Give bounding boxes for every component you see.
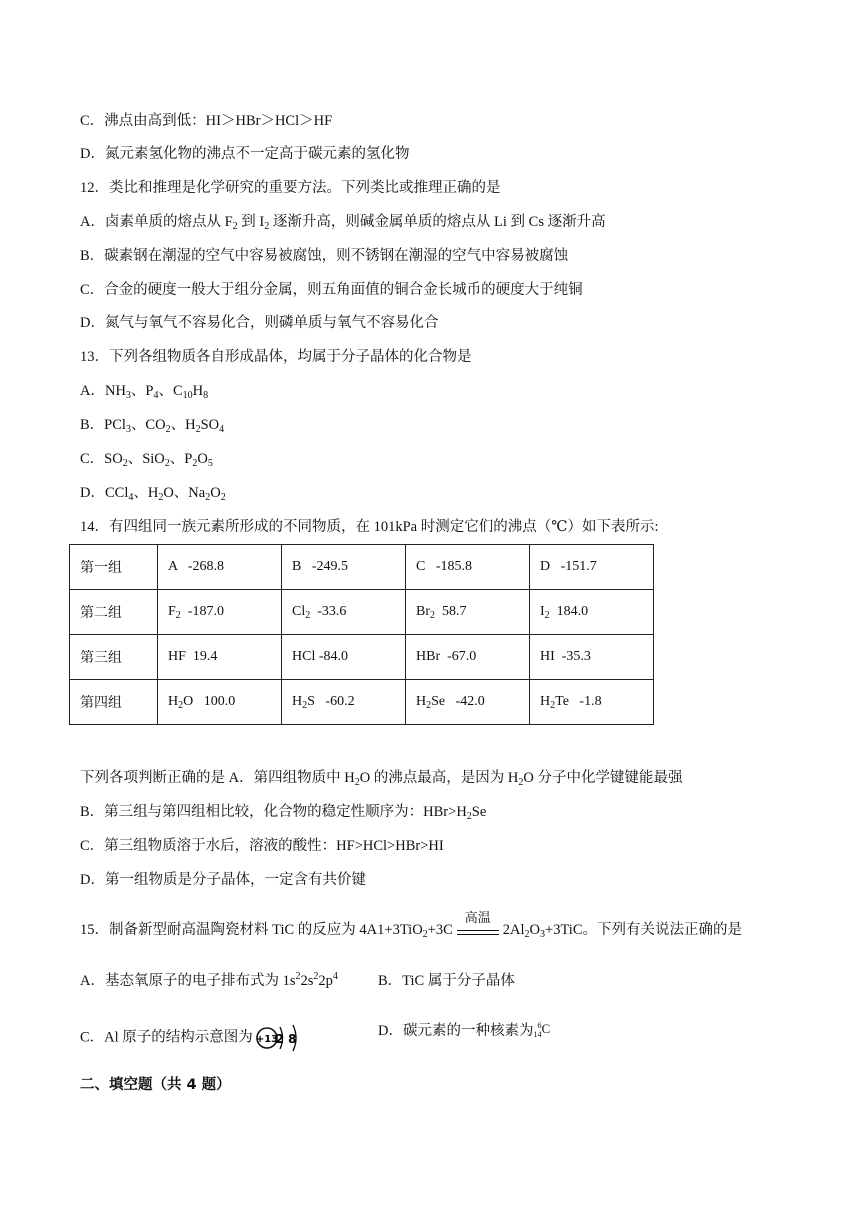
q13-stem: 13．下列各组物质各自形成晶体，均属于分子晶体的化合物是 bbox=[80, 349, 472, 365]
table-cell: $H_2S$ -60.2 bbox=[282, 680, 406, 725]
group-label: 第一组 bbox=[70, 545, 158, 590]
table-cell: A -268.8 bbox=[158, 545, 282, 590]
nuclide-symbol: 6 14C bbox=[533, 1020, 551, 1039]
atom-diagram-icon bbox=[255, 1021, 305, 1055]
table-cell: $Br_2$ 58.7 bbox=[406, 590, 530, 635]
q11-option-d: D．氮元素氢化物的沸点不一定高于碳元素的氢化物 bbox=[80, 146, 410, 162]
table-cell: C -185.8 bbox=[406, 545, 530, 590]
table-cell: HCl -84.0 bbox=[282, 635, 406, 680]
table-cell: $H_2Se$ -42.0 bbox=[406, 680, 530, 725]
table-cell: $Cl_2$ -33.6 bbox=[282, 590, 406, 635]
q14-stem: 14．有四组同一族元素所形成的不同物质，在 101kPa 时测定它们的沸点（℃）如下表所示: bbox=[80, 519, 659, 535]
section-heading: 二、填空题（共 4 题） bbox=[80, 1077, 231, 1093]
q15-option-d: D．碳元素的一种核素为 6 14C bbox=[378, 1020, 551, 1039]
q15-option-c: C．Al 原子的结构示意图为 +13 2 8 bbox=[80, 1021, 307, 1055]
q11-option-c: C．沸点由高到低：HI＞HBr＞HCl＞HF bbox=[80, 113, 333, 129]
table-row bbox=[70, 590, 654, 635]
q14-option-b: B．第三组与第四组相比较，化合物的稳定性顺序为：$HBr>H_2Se$ bbox=[80, 804, 487, 822]
group-label: 第二组 bbox=[70, 590, 158, 635]
group-label: 第四组 bbox=[70, 680, 158, 725]
table-cell: HI -35.3 bbox=[530, 635, 654, 680]
table-cell: $H_2O$ 100.0 bbox=[158, 680, 282, 725]
group-label: 第三组 bbox=[70, 635, 158, 680]
table-cell: HBr -67.0 bbox=[406, 635, 530, 680]
q13-option-a: A．$NH_3$、$P_4$、$C_{10}H_8$ bbox=[80, 383, 209, 401]
shell-electrons: 2 8 bbox=[275, 1032, 297, 1046]
q14-option-c: C．第三组物质溶于水后，溶液的酸性：HF>HCl>HBr>HI bbox=[80, 838, 444, 854]
q15-option-b: B．TiC 属于分子晶体 bbox=[378, 973, 515, 989]
q12-stem: 12．类比和推理是化学研究的重要方法。下列类比或推理正确的是 bbox=[80, 180, 501, 196]
q12-option-b: B．碳素钢在潮湿的空气中容易被腐蚀，则不锈钢在潮湿的空气中容易被腐蚀 bbox=[80, 248, 569, 264]
q14-option-d: D．第一组物质是分子晶体，一定含有共价键 bbox=[80, 872, 366, 888]
al-atom-structure-diagram bbox=[255, 1021, 305, 1055]
nucleus-charge: +13 bbox=[255, 1034, 278, 1045]
table-row bbox=[70, 635, 654, 680]
q12-option-d: D．氮气与氧气不容易化合，则磷单质与氧气不容易化合 bbox=[80, 315, 439, 331]
table-cell: B -249.5 bbox=[282, 545, 406, 590]
table-cell: $F_2$ -187.0 bbox=[158, 590, 282, 635]
q15-option-a: A．基态氧原子的电子排布式为 $1s^22s^22p^4$ bbox=[80, 971, 338, 989]
q12-option-c: C．合金的硬度一般大于组分金属，则五角面值的铜合金长城币的硬度大于纯铜 bbox=[80, 282, 583, 298]
table-cell: $H_2Te$ -1.8 bbox=[530, 680, 654, 725]
q13-option-d: D．CCl$_4$、$H_2O$、$Na_2O_2$ bbox=[80, 485, 226, 503]
boiling-point-table bbox=[69, 544, 654, 725]
table-row bbox=[70, 545, 654, 590]
q13-option-c: C．$SO_2$、SiO$_2$、$P_2O_5$ bbox=[80, 451, 213, 469]
equals-sign bbox=[457, 930, 499, 935]
table-cell: $I_2$ 184.0 bbox=[530, 590, 654, 635]
q15-stem: 15．制备新型耐高温陶瓷材料 TiC 的反应为 4A1+3TiO$_2$+3C 高温 $2Al_2O_3+3TiC$。下列有关说法正确的是 bbox=[80, 910, 742, 940]
q13-option-b: B．PCl$_3$、$CO_2$、$H_2SO_4$ bbox=[80, 417, 225, 435]
q12-option-a: A．卤素单质的熔点从 $F_2$ 到 $I_2$ 逐渐升高，则碱金属单质的熔点从 Li 到 Cs 逐渐升高 bbox=[80, 214, 606, 232]
table-cell: D -151.7 bbox=[530, 545, 654, 590]
reaction-condition: 高温 bbox=[455, 920, 501, 940]
table-row bbox=[70, 680, 654, 725]
q14-option-a: 下列各项判断正确的是 A．第四组物质中 $H_2O$ 的沸点最高，是因为 $H_2O$ 分子中化学键键能最强 bbox=[80, 770, 683, 788]
table-cell: HF 19.4 bbox=[158, 635, 282, 680]
